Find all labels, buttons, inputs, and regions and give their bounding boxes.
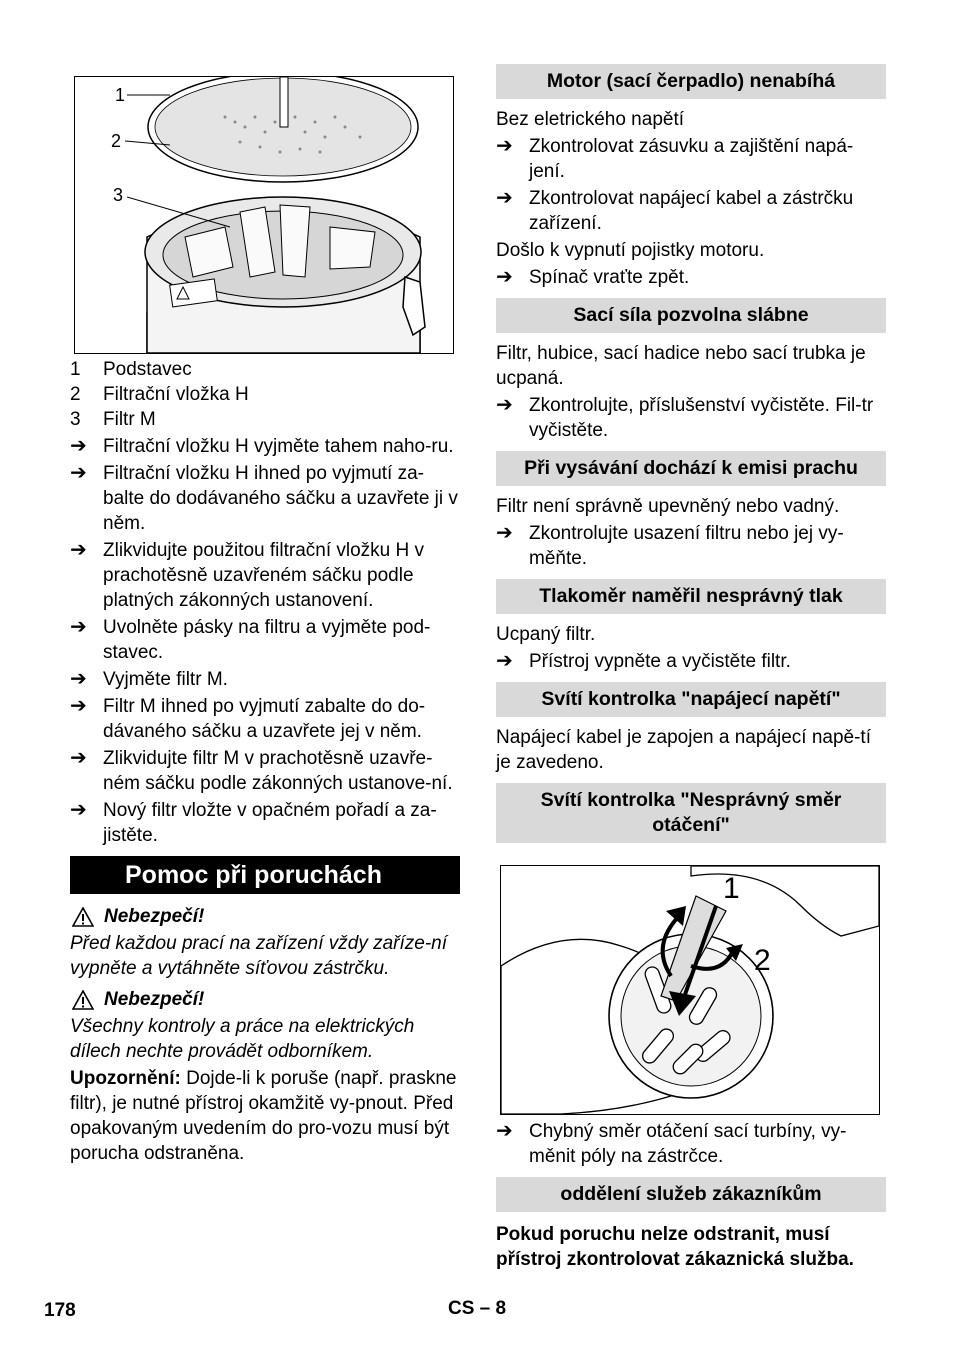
troubleshoot-heading: Svítí kontrolka "Nesprávný směr otáčení" [496, 783, 886, 843]
instruction-step: ➔ Vyjměte filtr M. [70, 668, 228, 690]
danger-text: Všechny kontroly a práce na elektrických dílech nechte provádět odborníkem. [70, 1016, 415, 1062]
left-column [70, 76, 460, 1168]
arrow-right-icon: ➔ [70, 747, 87, 769]
plug-rotation-figure [500, 865, 880, 1115]
remedy-step: ➔ Zkontrolujte, příslušenství vyčistěte. Fil-tr vyčistěte. [496, 394, 874, 441]
warning-triangle-icon [72, 907, 94, 927]
arrow-right-icon: ➔ [496, 394, 513, 416]
troubleshoot-heading: Tlakoměr naměřil nesprávný tlak [496, 579, 886, 614]
callout-3: 3 [113, 185, 124, 205]
status-text: Napájecí kabel je zapojen a napájecí napě-tí je zavedeno. [496, 727, 871, 773]
cause-text: Došlo k vypnutí pojistky motoru. [496, 240, 765, 261]
remedy-step: ➔ Zkontrolovat napájecí kabel a zástrčku zařízení. [496, 187, 854, 234]
arrow-right-icon: ➔ [496, 1120, 513, 1142]
legend-item: 2 Filtrační vložka H [70, 384, 249, 405]
arrow-right-icon: ➔ [496, 522, 513, 544]
danger-title: Nebezpečí! [70, 987, 460, 1012]
warning-triangle-icon [72, 990, 94, 1010]
filter-illustration [75, 77, 453, 353]
arrow-right-icon: ➔ [496, 187, 513, 209]
legend-item: 3 Filtr M [70, 409, 156, 430]
remedy-step: ➔ Spínač vraťte zpět. [496, 266, 690, 288]
troubleshoot-heading: Sací síla pozvolna slábne [496, 298, 886, 333]
troubleshoot-heading: Motor (sací čerpadlo) nenabíhá [496, 64, 886, 99]
service-text: Pokud poruchu nelze odstranit, musí přístroj zkontrolovat zákaznická služba. [496, 1224, 854, 1270]
instruction-step: ➔ Zlikvidujte použitou filtrační vložku H v prachotěsně uzavřeném sáčku podle platných zákonných ustanovení. [70, 539, 425, 611]
instruction-step: ➔ Filtrační vložku H vyjměte tahem naho-ru. [70, 435, 454, 457]
figure-label-1: 1 [723, 872, 740, 905]
notice-paragraph [70, 1066, 460, 1166]
right-column [496, 64, 886, 1274]
plug-illustration [501, 866, 879, 1114]
arrow-right-icon: ➔ [70, 435, 87, 457]
arrow-right-icon: ➔ [70, 799, 87, 821]
arrow-right-icon: ➔ [496, 650, 513, 672]
remedy-step: ➔ Zkontrolujte usazení filtru nebo jej vy-měňte. [496, 522, 844, 569]
troubleshoot-heading: Svítí kontrolka "napájecí napětí" [496, 682, 886, 717]
notice-label: Upozornění: [70, 1068, 181, 1089]
language-page-label: CS – 8 [448, 1298, 507, 1319]
danger-text: Před každou prací na zařízení vždy zaříze-ní vypněte a vytáhněte síťovou zástrčku. [70, 933, 448, 979]
troubleshoot-heading: oddělení služeb zákazníkům [496, 1177, 886, 1212]
instruction-step: ➔ Filtr M ihned po vyjmutí zabalte do do-dávaného sáčku a uzavřete jej v něm. [70, 695, 426, 742]
figure-label-2: 2 [754, 944, 771, 977]
danger-title: Nebezpečí! [70, 904, 460, 929]
filter-figure [74, 76, 454, 354]
figure-legend [70, 357, 460, 432]
instruction-step: ➔ Nový filtr vložte v opačném pořadí a za-jistěte. [70, 799, 437, 846]
arrow-right-icon: ➔ [70, 668, 87, 690]
instruction-steps [70, 434, 460, 848]
arrow-right-icon: ➔ [70, 695, 87, 717]
callout-1: 1 [115, 85, 126, 105]
remedy-step: ➔ Chybný směr otáčení sací turbíny, vy-měnit póly na zástrčce. [496, 1120, 847, 1167]
remedy-step: ➔ Přístroj vypněte a vyčistěte filtr. [496, 650, 791, 672]
instruction-step: ➔ Zlikvidujte filtr M v prachotěsně uzavře-ném sáčku podle zákonných ustanove-ní. [70, 747, 453, 794]
cause-text: Filtr, hubice, sací hadice nebo sací trubka je ucpaná. [496, 343, 866, 389]
arrow-right-icon: ➔ [496, 135, 513, 157]
page-number: 178 [44, 1300, 76, 1321]
instruction-step: ➔ Uvolněte pásky na filtru a vyjměte pod-stavec. [70, 616, 431, 663]
cause-text: Filtr není správně upevněný nebo vadný. [496, 496, 840, 517]
legend-item: 1 Podstavec [70, 359, 192, 380]
remedy-step: ➔ Zkontrolovat zásuvku a zajištění napá-jení. [496, 135, 854, 182]
notice-text: Dojde-li k poruše (např. praskne filtr), je nutné přístroj okamžitě vy-pnout. Před opakovaným uvedením do pro-vozu musí být porucha odstraněna. [70, 1068, 457, 1164]
instruction-step: ➔ Filtrační vložku H ihned po vyjmutí za-balte do dodávaného sáčku a uzavřete ji v něm. [70, 462, 458, 534]
section-heading: Pomoc při poruchách [70, 856, 460, 894]
arrow-right-icon: ➔ [496, 266, 513, 288]
troubleshoot-heading: Při vysávání dochází k emisi prachu [496, 451, 886, 486]
cause-text: Ucpaný filtr. [496, 624, 596, 645]
arrow-right-icon: ➔ [70, 462, 87, 484]
arrow-right-icon: ➔ [70, 616, 87, 638]
arrow-right-icon: ➔ [70, 539, 87, 561]
cause-text: Bez eletrického napětí [496, 109, 685, 130]
callout-2: 2 [111, 131, 122, 151]
